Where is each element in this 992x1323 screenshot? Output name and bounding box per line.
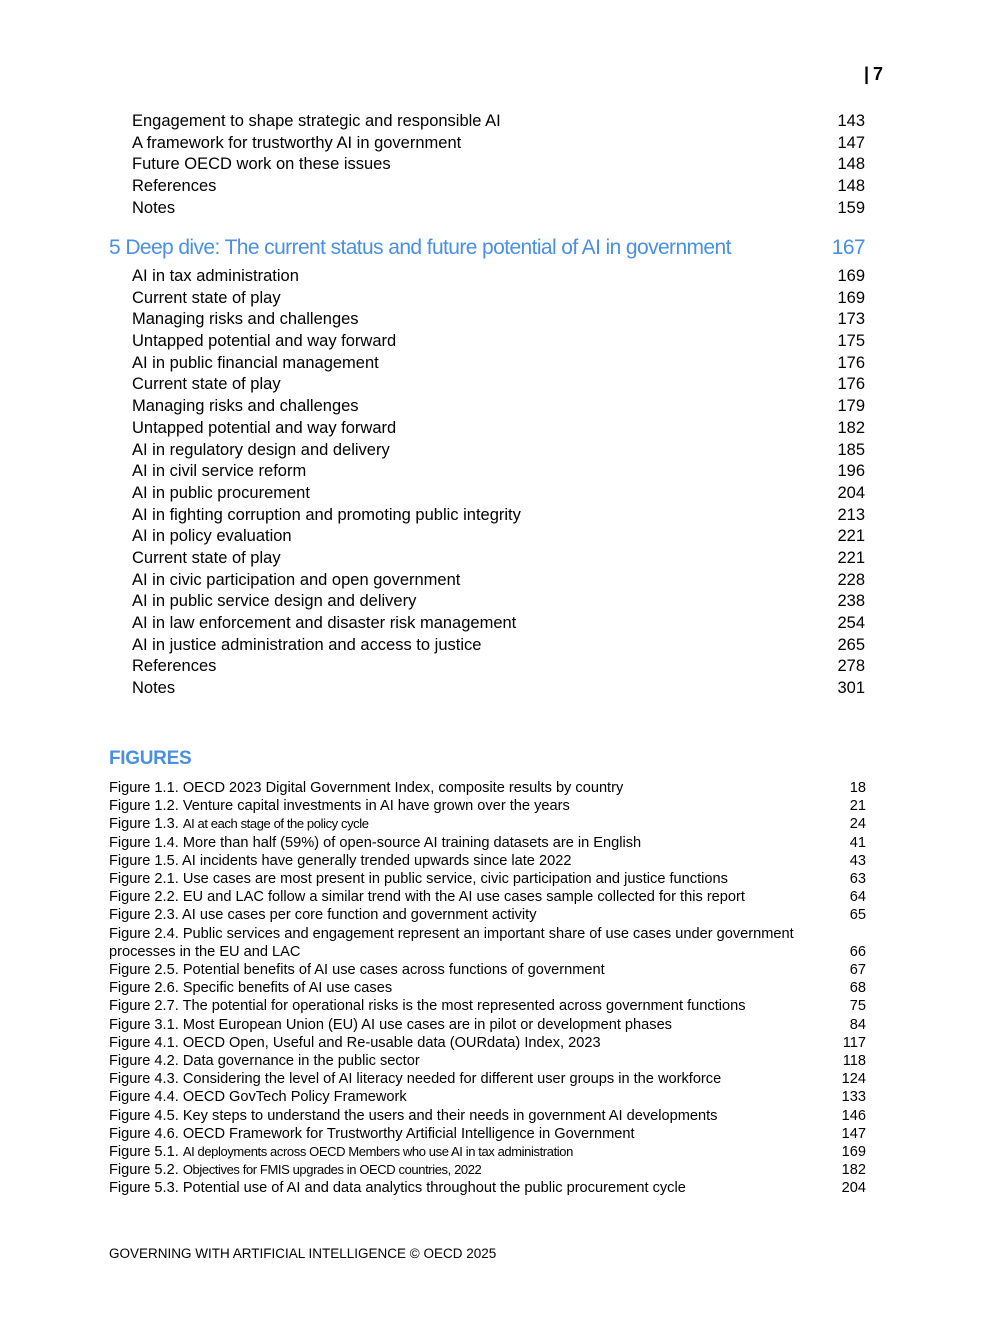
figure-entry[interactable] bbox=[109, 1143, 866, 1161]
figure-page: 43 bbox=[849, 852, 866, 869]
figure-label: Figure 2.1. bbox=[109, 871, 179, 888]
figure-title: OECD 2023 Digital Government Index, composite results by country bbox=[182, 780, 624, 796]
figure-title: AI incidents have generally trended upwards since late 2022 bbox=[182, 852, 572, 869]
toc-entry-page: 179 bbox=[837, 397, 865, 416]
figure-entry[interactable] bbox=[109, 1070, 866, 1088]
toc-entry[interactable] bbox=[132, 505, 865, 527]
figure-title: Potential benefits of AI use cases across functions of government bbox=[182, 962, 605, 979]
toc-entry-title: AI in civic participation and open government bbox=[132, 570, 461, 589]
figure-label: Figure 2.4. bbox=[109, 925, 179, 942]
figure-title: Data governance in the public sector bbox=[182, 1053, 420, 1070]
figure-title: OECD Open, Useful and Re-usable data (OURdata) Index, 2023 bbox=[182, 1034, 601, 1051]
figure-entry[interactable] bbox=[109, 815, 866, 833]
toc-entry-title: Notes bbox=[132, 198, 176, 217]
toc-entry[interactable] bbox=[132, 613, 865, 635]
toc-entry-page: 301 bbox=[837, 679, 865, 698]
figure-entry[interactable] bbox=[109, 961, 866, 979]
figure-label: Figure 2.6. bbox=[109, 980, 179, 997]
figure-title: EU and LAC follow a similar trend with the AI use cases sample collected for this report bbox=[182, 889, 745, 906]
toc-entry-page: 148 bbox=[837, 155, 865, 174]
figure-page: 204 bbox=[841, 1180, 866, 1197]
toc-entry-title: AI in justice administration and access to justice bbox=[132, 635, 482, 654]
figure-page: 182 bbox=[841, 1162, 866, 1179]
toc-top-section bbox=[132, 111, 865, 219]
figure-label: Figure 1.2. bbox=[109, 798, 179, 815]
toc-entry-page: 196 bbox=[837, 462, 865, 481]
toc-entry[interactable] bbox=[132, 440, 865, 462]
toc-entry-title: AI in law enforcement and disaster risk management bbox=[132, 614, 517, 632]
toc-entry-title: Managing risks and challenges bbox=[132, 310, 359, 329]
figure-entry[interactable] bbox=[109, 1125, 866, 1143]
toc-entry-title: Current state of play bbox=[132, 375, 281, 394]
chapter-5-entries bbox=[132, 266, 865, 700]
figure-title: AI deployments across OECD Members who use AI in tax administration bbox=[182, 1144, 573, 1160]
figure-label: Figure 1.4. bbox=[109, 834, 179, 851]
figure-title: Use cases are most present in public service, civic participation and justice functions bbox=[182, 871, 728, 888]
toc-entry[interactable] bbox=[132, 176, 865, 198]
toc-entry-page: 185 bbox=[837, 440, 865, 459]
toc-entry-title: Current state of play bbox=[132, 548, 281, 567]
toc-entry-page: 147 bbox=[837, 133, 865, 152]
toc-entry-title: References bbox=[132, 177, 217, 196]
figure-entry[interactable] bbox=[109, 852, 866, 870]
toc-entry[interactable] bbox=[132, 591, 865, 613]
toc-entry[interactable] bbox=[132, 331, 865, 353]
toc-entry[interactable] bbox=[132, 570, 865, 592]
figure-title: AI at each stage of the policy cycle bbox=[182, 816, 369, 832]
figure-page: 65 bbox=[849, 907, 866, 924]
figure-entry[interactable] bbox=[109, 1107, 866, 1125]
figure-label: Figure 2.7. bbox=[109, 998, 179, 1015]
figure-label: Figure 5.3. bbox=[109, 1180, 179, 1197]
toc-entry-page: 182 bbox=[837, 418, 865, 437]
figure-entry[interactable] bbox=[109, 1088, 866, 1106]
toc-entry-page: 148 bbox=[837, 177, 865, 196]
figures-list bbox=[109, 779, 866, 1198]
toc-entry[interactable] bbox=[132, 526, 865, 548]
figure-entry[interactable] bbox=[109, 1179, 866, 1197]
figure-entry[interactable] bbox=[109, 906, 866, 924]
figure-title: Most European Union (EU) AI use cases are in pilot or development phases bbox=[182, 1016, 672, 1033]
figure-page: 63 bbox=[849, 871, 866, 888]
toc-entry-title: AI in policy evaluation bbox=[132, 527, 292, 546]
toc-entry-page: 204 bbox=[837, 483, 865, 502]
figure-title: More than half (59%) of open-source AI training datasets are in English bbox=[182, 834, 642, 851]
figure-label: Figure 4.3. bbox=[109, 1071, 179, 1088]
figure-title: Public services and engagement represent an important share of use cases under government processes in the EU and LAC bbox=[109, 925, 794, 960]
figure-label: Figure 4.4. bbox=[109, 1089, 179, 1106]
chapter-5-heading[interactable] bbox=[109, 236, 865, 260]
figure-page: 64 bbox=[849, 889, 866, 906]
toc-entry[interactable] bbox=[132, 678, 865, 700]
figure-page: 66 bbox=[849, 943, 866, 960]
figure-label: Figure 4.6. bbox=[109, 1125, 179, 1142]
figure-title: Objectives for FMIS upgrades in OECD countries, 2022 bbox=[182, 1162, 482, 1178]
toc-entry[interactable] bbox=[132, 198, 865, 220]
toc-entry-page: 176 bbox=[837, 375, 865, 394]
toc-entry[interactable] bbox=[132, 635, 865, 657]
figure-entry[interactable] bbox=[109, 925, 866, 961]
figure-title: Venture capital investments in AI have grown over the years bbox=[182, 798, 570, 815]
figure-page: 68 bbox=[849, 980, 866, 997]
toc-entry-page: 176 bbox=[837, 353, 865, 372]
toc-entry-title: Notes bbox=[132, 679, 176, 698]
figure-label: Figure 2.2. bbox=[109, 889, 179, 906]
page-number-separator: | bbox=[864, 64, 870, 84]
figure-entry[interactable] bbox=[109, 1034, 866, 1052]
page-number-value: 7 bbox=[873, 64, 884, 84]
page-number bbox=[864, 64, 883, 85]
figure-label: Figure 4.1. bbox=[109, 1034, 179, 1051]
toc-entry-page: 254 bbox=[837, 614, 865, 632]
figure-page: 118 bbox=[842, 1053, 866, 1070]
figure-entry[interactable] bbox=[109, 1052, 866, 1070]
figure-label: Figure 5.1. bbox=[109, 1144, 179, 1161]
figure-entry[interactable] bbox=[109, 779, 866, 797]
figure-page: 146 bbox=[841, 1107, 866, 1124]
toc-entry-title: Untapped potential and way forward bbox=[132, 332, 397, 351]
figure-title: AI use cases per core function and government activity bbox=[182, 907, 537, 924]
toc-entry[interactable] bbox=[132, 418, 865, 440]
figure-label: Figure 4.2. bbox=[109, 1053, 179, 1070]
figure-entry[interactable] bbox=[109, 797, 866, 815]
toc-entry-title: AI in civil service reform bbox=[132, 462, 307, 481]
toc-entry[interactable] bbox=[132, 548, 865, 570]
figure-page: 18 bbox=[849, 780, 866, 796]
toc-entry[interactable] bbox=[132, 288, 865, 310]
figure-label: Figure 1.1. bbox=[109, 780, 179, 796]
figure-title: Considering the level of AI literacy needed for different user groups in the workforce bbox=[182, 1071, 722, 1088]
figure-page: 169 bbox=[841, 1144, 866, 1161]
figure-page: 147 bbox=[841, 1125, 866, 1142]
figures-heading: FIGURES bbox=[109, 748, 192, 769]
toc-entry-title: AI in public procurement bbox=[132, 483, 310, 502]
toc-entry-page: 278 bbox=[837, 657, 865, 676]
figure-title: OECD GovTech Policy Framework bbox=[182, 1089, 407, 1106]
toc-entry-title: AI in regulatory design and delivery bbox=[132, 440, 390, 459]
toc-entry-title: Future OECD work on these issues bbox=[132, 155, 391, 174]
toc-entry[interactable] bbox=[132, 154, 865, 176]
figure-entry[interactable] bbox=[109, 1016, 866, 1034]
figure-page: 67 bbox=[849, 962, 866, 979]
toc-entry-title: Engagement to shape strategic and responsible AI bbox=[132, 112, 501, 130]
figure-page: 133 bbox=[841, 1089, 866, 1106]
figure-entry[interactable] bbox=[109, 979, 866, 997]
figure-entry[interactable] bbox=[109, 870, 866, 888]
toc-entry[interactable] bbox=[132, 133, 865, 155]
toc-entry[interactable] bbox=[132, 483, 865, 505]
figure-entry[interactable] bbox=[109, 1161, 866, 1179]
figure-title: The potential for operational risks is the most represented across government functions bbox=[182, 998, 746, 1015]
figure-label: Figure 3.1. bbox=[109, 1016, 179, 1033]
toc-entry-title: AI in fighting corruption and promoting public integrity bbox=[132, 505, 521, 524]
toc-entry[interactable] bbox=[132, 353, 865, 375]
toc-entry-page: 159 bbox=[837, 198, 865, 217]
toc-entry-page: 265 bbox=[837, 635, 865, 654]
toc-entry-page: 221 bbox=[837, 548, 865, 567]
toc-entry[interactable] bbox=[132, 461, 865, 483]
toc-entry-title: A framework for trustworthy AI in government bbox=[132, 133, 462, 152]
toc-entry-page: 175 bbox=[837, 332, 865, 351]
toc-entry[interactable] bbox=[132, 266, 865, 288]
toc-entry-page: 238 bbox=[837, 592, 865, 611]
figure-title: Potential use of AI and data analytics throughout the public procurement cycle bbox=[182, 1180, 686, 1197]
toc-entry[interactable] bbox=[132, 374, 865, 396]
figure-label: Figure 1.5. bbox=[109, 852, 179, 869]
toc-entry-title: Managing risks and challenges bbox=[132, 397, 359, 416]
page-footer: GOVERNING WITH ARTIFICIAL INTELLIGENCE © OECD 2025 bbox=[109, 1246, 497, 1261]
toc-entry-title: AI in public service design and delivery bbox=[132, 592, 417, 611]
chapter-title: 5 Deep dive: The current status and future potential of AI in government bbox=[109, 236, 731, 259]
toc-entry[interactable] bbox=[132, 396, 865, 418]
figure-label: Figure 2.5. bbox=[109, 962, 179, 979]
toc-entry-page: 221 bbox=[837, 527, 865, 546]
figure-entry[interactable] bbox=[109, 834, 866, 852]
figure-label: Figure 1.3. bbox=[109, 816, 179, 833]
toc-entry[interactable] bbox=[132, 309, 865, 331]
toc-entry-page: 143 bbox=[837, 112, 865, 130]
figure-label: Figure 2.3. bbox=[109, 907, 179, 924]
toc-entry-title: References bbox=[132, 657, 217, 676]
toc-entry-title: Untapped potential and way forward bbox=[132, 418, 397, 437]
toc-entry[interactable] bbox=[132, 111, 865, 133]
figure-page: 124 bbox=[841, 1071, 866, 1088]
toc-entry-page: 213 bbox=[837, 505, 865, 524]
toc-entry-title: AI in tax administration bbox=[132, 267, 299, 285]
figure-page: 75 bbox=[849, 998, 866, 1015]
figure-title: Specific benefits of AI use cases bbox=[182, 980, 393, 997]
toc-entry-page: 169 bbox=[837, 288, 865, 307]
chapter-page: 167 bbox=[831, 236, 865, 259]
figure-title: OECD Framework for Trustworthy Artificial Intelligence in Government bbox=[182, 1125, 635, 1142]
toc-entry-title: Current state of play bbox=[132, 288, 281, 307]
figure-entry[interactable] bbox=[109, 997, 866, 1015]
toc-entry-page: 173 bbox=[837, 310, 865, 329]
toc-entry-title: AI in public financial management bbox=[132, 353, 379, 372]
figure-page: 24 bbox=[849, 816, 866, 833]
figure-label: Figure 4.5. bbox=[109, 1107, 179, 1124]
figure-page: 117 bbox=[842, 1034, 866, 1051]
figure-title: Key steps to understand the users and their needs in government AI developments bbox=[182, 1107, 718, 1124]
figure-page: 84 bbox=[849, 1016, 866, 1033]
figure-label: Figure 5.2. bbox=[109, 1162, 179, 1179]
figure-page: 41 bbox=[849, 834, 866, 851]
figure-entry[interactable] bbox=[109, 888, 866, 906]
toc-entry[interactable] bbox=[132, 656, 865, 678]
figure-page: 21 bbox=[849, 798, 866, 815]
toc-entry-page: 169 bbox=[837, 267, 865, 285]
toc-entry-page: 228 bbox=[837, 570, 865, 589]
